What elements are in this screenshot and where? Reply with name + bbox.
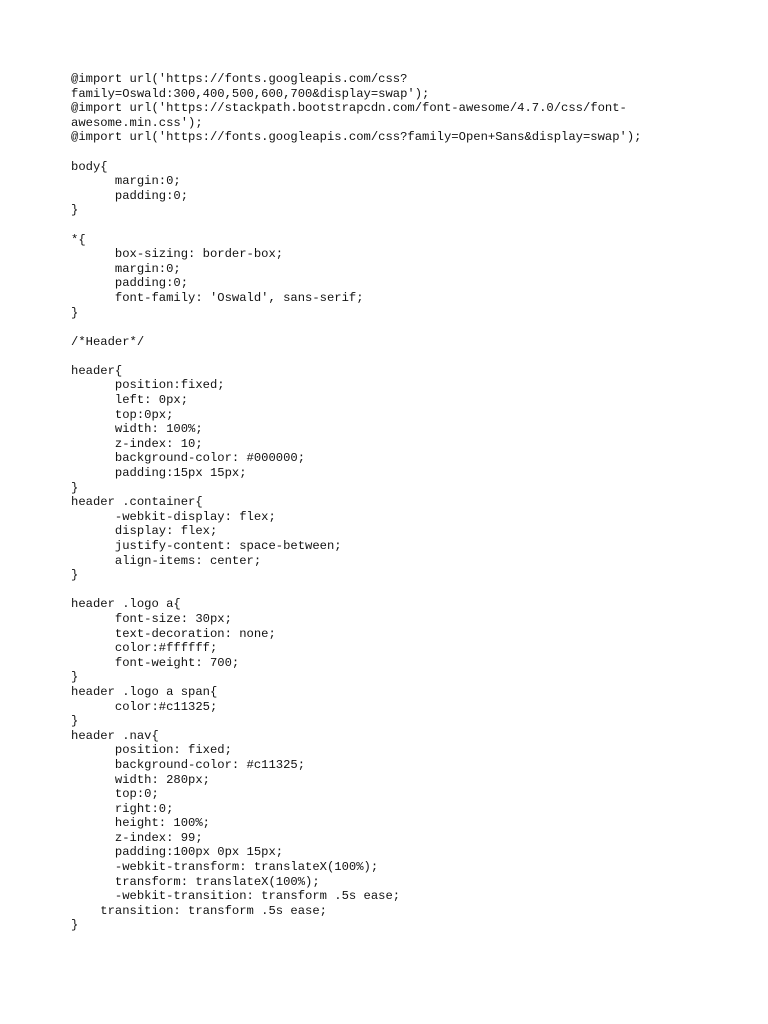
code-line: box-sizing: border-box;	[71, 247, 284, 262]
code-line: padding:0;	[71, 276, 189, 291]
code-line: header .logo a{	[71, 597, 181, 612]
code-line: awesome.min.css');	[71, 115, 203, 130]
code-line: }	[71, 203, 79, 218]
code-line: header .container{	[71, 495, 203, 510]
code-line: position: fixed;	[71, 743, 232, 758]
code-line: display: flex;	[71, 524, 218, 539]
code-line: background-color: #000000;	[71, 451, 306, 466]
code-line	[71, 218, 731, 233]
code-line: header{	[71, 363, 123, 378]
code-line: font-size: 30px;	[71, 611, 232, 626]
code-line: top:0px;	[71, 407, 174, 422]
code-line	[71, 349, 731, 364]
code-line: top:0;	[71, 787, 159, 802]
code-line: }	[71, 714, 79, 729]
code-line: header .nav{	[71, 728, 159, 743]
code-line: right:0;	[71, 801, 174, 816]
code-line	[71, 583, 731, 598]
code-line: @import url('https://fonts.googleapis.com/css?family=Open+Sans&display=swap');	[71, 130, 642, 145]
code-line: -webkit-transition: transform .5s ease;	[71, 889, 401, 904]
code-line: padding:100px 0px 15px;	[71, 845, 284, 860]
code-line: z-index: 99;	[71, 830, 203, 845]
code-line: /*Header*/	[71, 334, 145, 349]
code-line	[71, 145, 731, 160]
code-line	[71, 320, 731, 335]
code-line: width: 280px;	[71, 772, 210, 787]
code-line: @import url('https://fonts.googleapis.com/css?	[71, 72, 408, 86]
code-line: header .logo a span{	[71, 684, 218, 699]
code-line: left: 0px;	[71, 393, 189, 408]
code-line: text-decoration: none;	[71, 626, 276, 641]
code-line: family=Oswald:300,400,500,600,700&display=swap');	[71, 86, 430, 101]
css-code-block	[71, 72, 731, 933]
code-line: position:fixed;	[71, 378, 225, 393]
code-line: font-weight: 700;	[71, 655, 240, 670]
code-line: -webkit-transform: translateX(100%);	[71, 860, 379, 875]
code-line: }	[71, 918, 79, 933]
code-line: justify-content: space-between;	[71, 539, 342, 553]
code-line: height: 100%;	[71, 816, 210, 831]
code-line: }	[71, 670, 79, 685]
code-line: *{	[71, 232, 86, 247]
code-line: align-items: center;	[71, 553, 262, 568]
code-line: font-family: 'Oswald', sans-serif;	[71, 290, 364, 305]
code-line: }	[71, 305, 79, 320]
code-line: z-index: 10;	[71, 436, 203, 451]
code-line: margin:0;	[71, 174, 181, 189]
code-line: padding:15px 15px;	[71, 466, 247, 481]
code-line: }	[71, 568, 79, 583]
code-line: -webkit-display: flex;	[71, 509, 276, 524]
code-line: transition: transform .5s ease;	[71, 903, 327, 918]
code-line: margin:0;	[71, 261, 181, 276]
code-line: }	[71, 480, 79, 495]
code-line: width: 100%;	[71, 422, 203, 437]
code-line: color:#ffffff;	[71, 641, 218, 656]
code-line: background-color: #c11325;	[71, 757, 306, 772]
code-line: padding:0;	[71, 188, 189, 203]
code-line: body{	[71, 159, 108, 174]
code-line: @import url('https://stackpath.bootstrapcdn.com/font-awesome/4.7.0/css/font-	[71, 101, 627, 116]
code-line: transform: translateX(100%);	[71, 874, 320, 889]
code-line: color:#c11325;	[71, 699, 218, 714]
